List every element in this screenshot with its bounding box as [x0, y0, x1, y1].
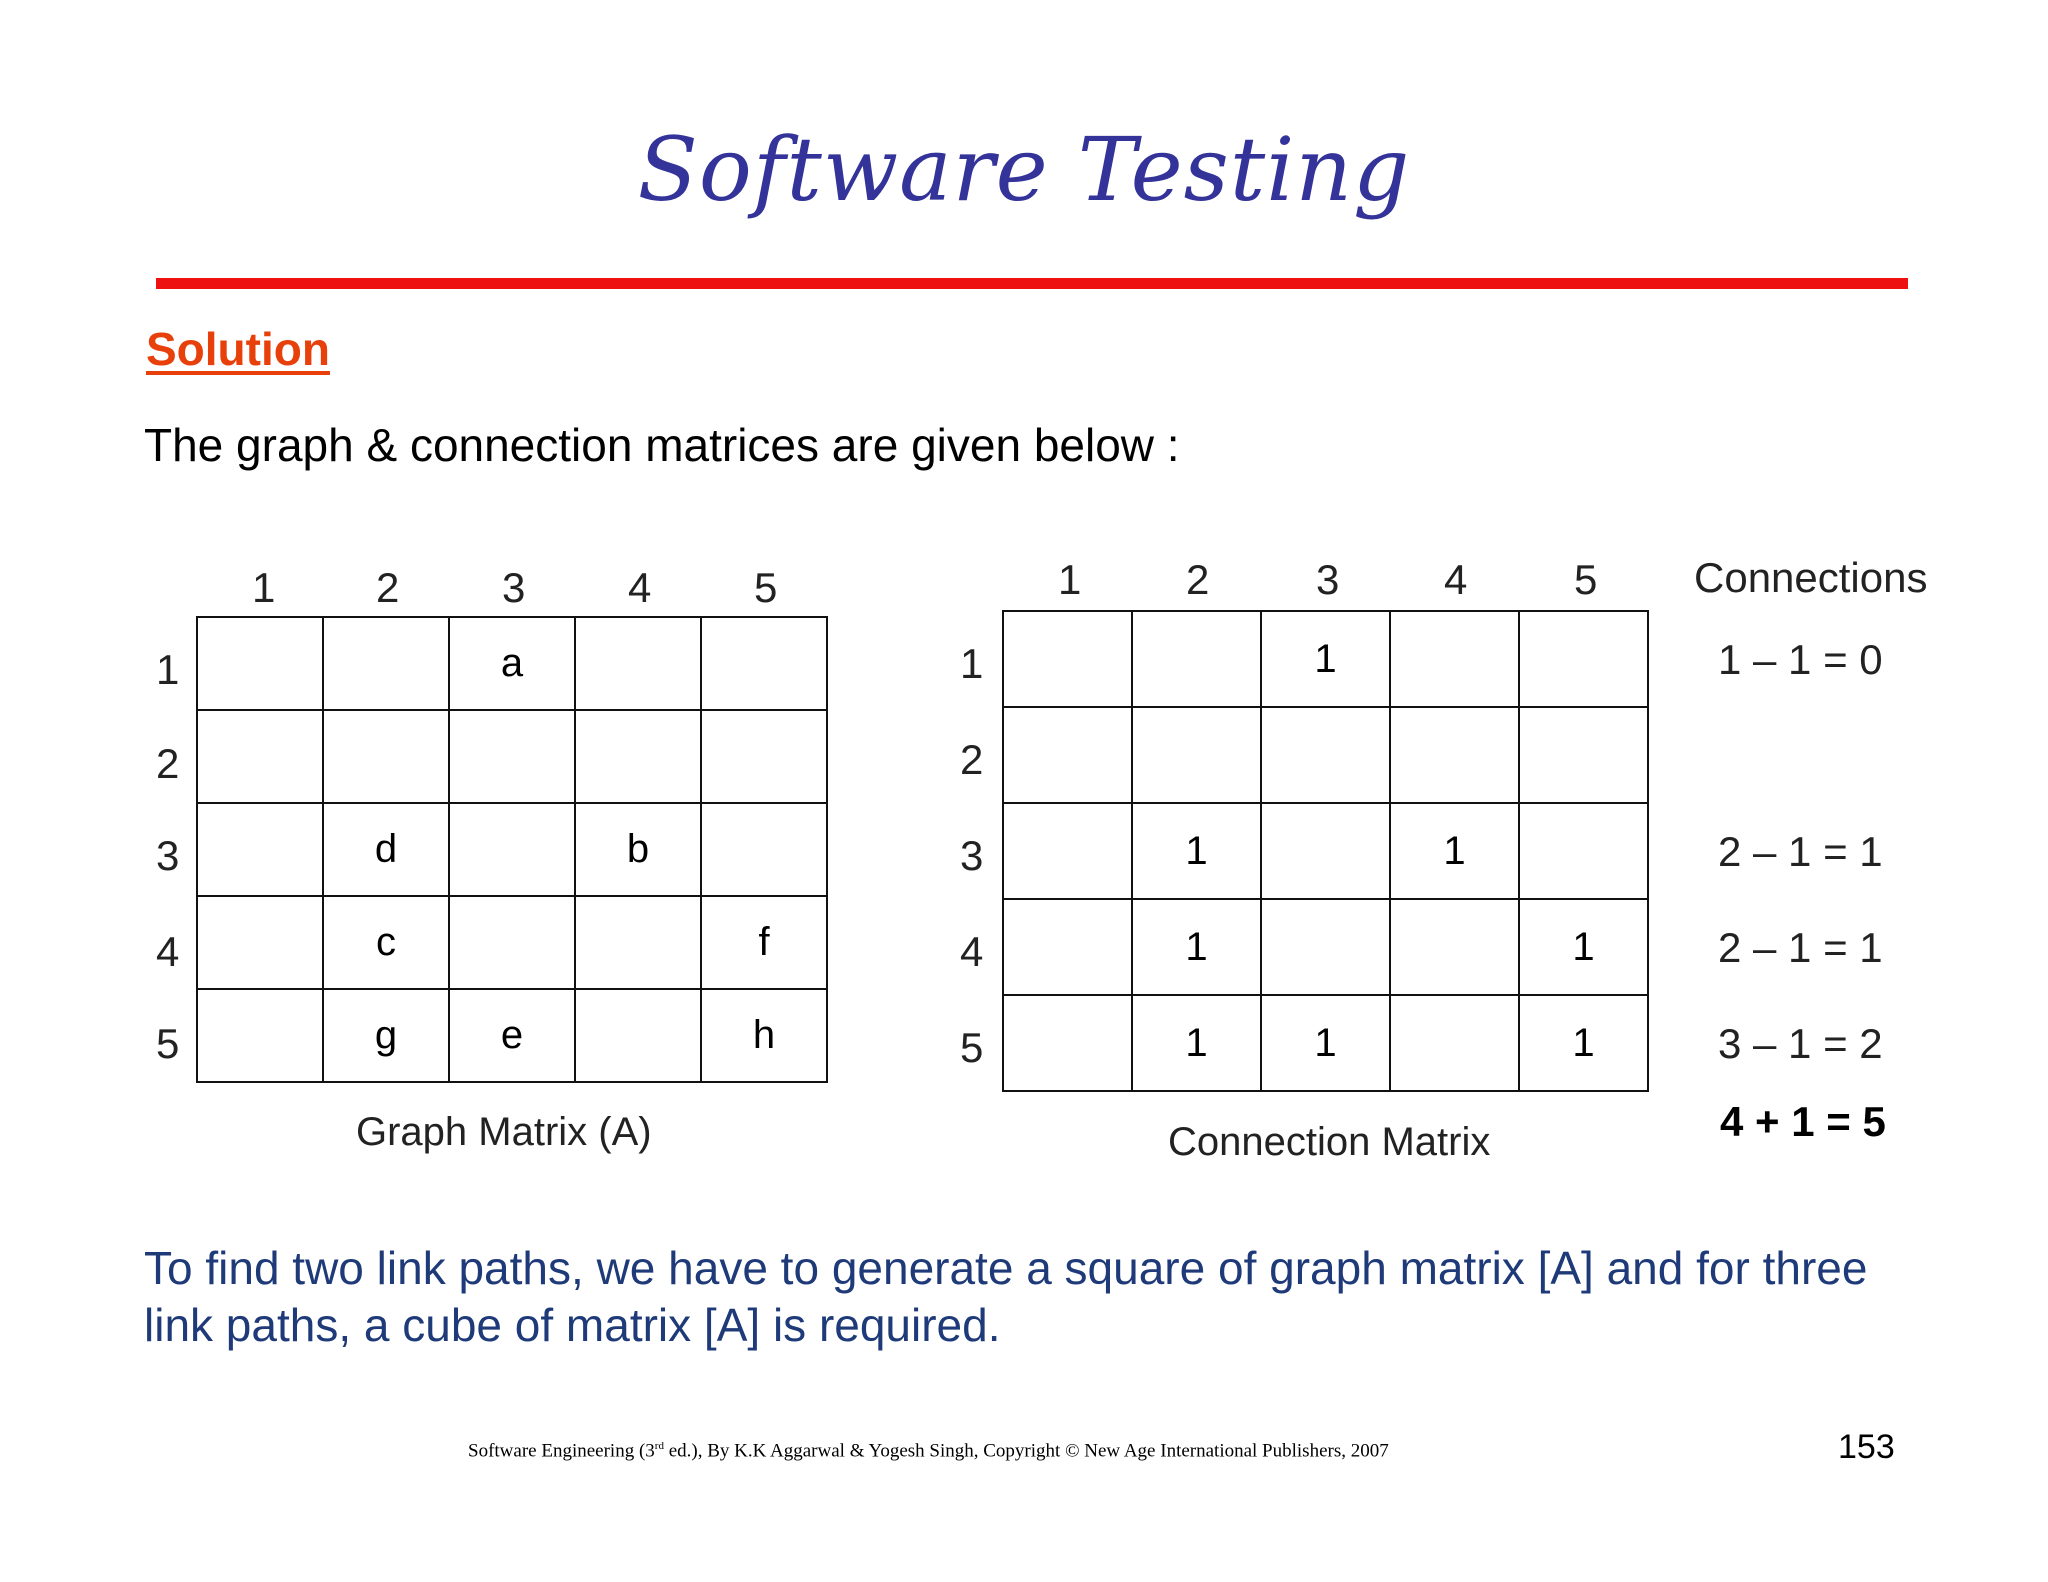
- matrix-cell: 1: [1390, 803, 1519, 899]
- table-row: [1003, 803, 1648, 899]
- matrix-cell: 1: [1261, 995, 1390, 1091]
- table-row: [1003, 707, 1648, 803]
- connection-count: 2 – 1 = 1: [1718, 924, 1883, 971]
- matrix-cell: h: [701, 989, 827, 1082]
- matrix-cell: [1519, 611, 1648, 707]
- explanation-text: To find two link paths, we have to generate a square of graph matrix [A] and for three link paths, a cube of matrix [A] is required.: [144, 1242, 1868, 1351]
- matrix-cell: [575, 989, 701, 1082]
- matrix-cell: c: [323, 896, 449, 989]
- connection-col-label: 5: [1574, 556, 1598, 603]
- matrix-cell: 1: [1261, 611, 1390, 707]
- connection-count: 1 – 1 = 0: [1718, 636, 1883, 683]
- matrix-cell: [197, 803, 323, 896]
- graph-row-label: 2: [156, 740, 180, 787]
- table-row: [1003, 899, 1648, 995]
- footer-citation: [468, 1440, 1389, 1462]
- matrix-cell: a: [449, 617, 575, 710]
- matrix-cell: [449, 803, 575, 896]
- matrix-cell: [1390, 611, 1519, 707]
- matrix-cell: [1519, 707, 1648, 803]
- footer-citation-end: ed.), By K.K Aggarwal & Yogesh Singh, Copyright © New Age International Publishers, 2007: [663, 1440, 1389, 1462]
- intro-text: The graph & connection matrices are given below :: [144, 419, 1180, 471]
- matrix-cell: d: [323, 803, 449, 896]
- matrix-cell: [1132, 611, 1261, 707]
- slide-title: Software Testing: [637, 118, 1411, 221]
- table-row: [197, 617, 827, 710]
- matrix-cell: [701, 803, 827, 896]
- table-row: [197, 896, 827, 989]
- matrix-cell: [1132, 707, 1261, 803]
- matrix-cell: [1390, 995, 1519, 1091]
- table-row: [197, 710, 827, 803]
- matrix-cell: 1: [1132, 899, 1261, 995]
- connection-count: 3 – 1 = 2: [1718, 1020, 1883, 1067]
- connection-row-label: 5: [960, 1024, 984, 1071]
- matrix-cell: [323, 617, 449, 710]
- solution-heading: Solution: [146, 323, 330, 375]
- matrix-cell: 1: [1519, 995, 1648, 1091]
- matrix-cell: [1390, 707, 1519, 803]
- footer-citation-start: Software Engineering (3: [468, 1440, 655, 1462]
- graph-row-label: 4: [156, 928, 180, 975]
- matrix-cell: [701, 710, 827, 803]
- connection-row-label: 4: [960, 928, 984, 975]
- title-divider: [156, 278, 1908, 289]
- graph-col-label: 5: [754, 564, 778, 611]
- graph-col-label: 3: [502, 564, 526, 611]
- connections-header: Connections: [1694, 554, 1928, 601]
- matrix-cell: [1003, 611, 1132, 707]
- matrix-cell: e: [449, 989, 575, 1082]
- matrix-cell: [701, 617, 827, 710]
- matrix-cell: [575, 896, 701, 989]
- page-number: 153: [1838, 1428, 1895, 1466]
- connection-col-label: 2: [1186, 556, 1210, 603]
- matrix-cell: [323, 710, 449, 803]
- connection-count: 2 – 1 = 1: [1718, 828, 1883, 875]
- table-row: [1003, 995, 1648, 1091]
- matrix-cell: 1: [1132, 803, 1261, 899]
- matrix-cell: [197, 617, 323, 710]
- matrix-cell: [1261, 707, 1390, 803]
- matrix-cell: [1261, 803, 1390, 899]
- table-row: [197, 803, 827, 896]
- graph-col-label: 4: [628, 564, 652, 611]
- matrix-cell: [1003, 803, 1132, 899]
- matrix-cell: [197, 710, 323, 803]
- connections-total: 4 + 1 = 5: [1720, 1098, 1886, 1145]
- matrix-cell: b: [575, 803, 701, 896]
- matrix-cell: f: [701, 896, 827, 989]
- graph-col-label: 1: [252, 564, 276, 611]
- connection-col-label: 1: [1058, 556, 1082, 603]
- matrix-cell: g: [323, 989, 449, 1082]
- matrix-cell: [1003, 995, 1132, 1091]
- matrix-cell: [575, 710, 701, 803]
- matrix-cell: [1003, 707, 1132, 803]
- connection-row-label: 2: [960, 736, 984, 783]
- matrix-cell: [197, 896, 323, 989]
- connection-matrix-table: [1002, 610, 1649, 1092]
- graph-col-label: 2: [376, 564, 400, 611]
- matrix-cell: 1: [1519, 899, 1648, 995]
- table-row: [1003, 611, 1648, 707]
- connection-col-label: 3: [1316, 556, 1340, 603]
- matrix-cell: [1390, 899, 1519, 995]
- matrix-cell: [449, 710, 575, 803]
- matrix-cell: [197, 989, 323, 1082]
- connection-row-label: 1: [960, 640, 984, 687]
- graph-matrix-caption: Graph Matrix (A): [356, 1110, 652, 1154]
- graph-matrix-table: [196, 616, 828, 1083]
- matrix-cell: [1261, 899, 1390, 995]
- matrix-cell: [1003, 899, 1132, 995]
- graph-row-label: 5: [156, 1020, 180, 1067]
- footer-superscript: rd: [654, 1440, 664, 1452]
- connection-matrix-caption: Connection Matrix: [1168, 1120, 1491, 1164]
- graph-row-label: 1: [156, 646, 180, 693]
- graph-row-label: 3: [156, 832, 180, 879]
- table-row: [197, 989, 827, 1082]
- matrix-cell: [575, 617, 701, 710]
- matrix-cell: [1519, 803, 1648, 899]
- connection-row-label: 3: [960, 832, 984, 879]
- matrix-cell: [449, 896, 575, 989]
- connection-col-label: 4: [1444, 556, 1468, 603]
- matrix-cell: 1: [1132, 995, 1261, 1091]
